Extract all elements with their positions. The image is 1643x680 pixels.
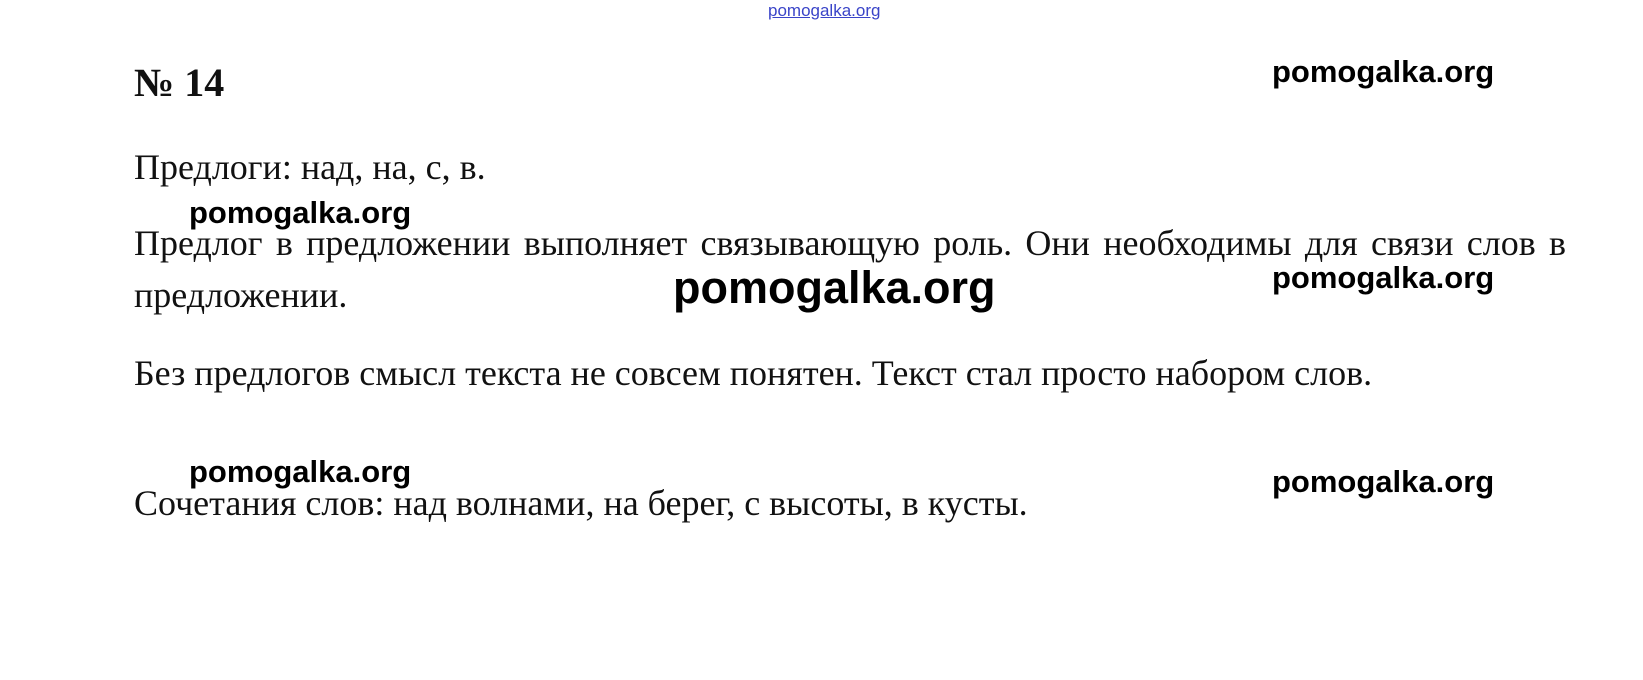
site-link[interactable]: pomogalka.org [768, 1, 881, 20]
watermark: pomogalka.org [189, 195, 412, 230]
paragraph-prepositions-list: Предлоги: над, на, с, в. [134, 147, 486, 187]
exercise-number-title: № 14 [134, 60, 225, 105]
watermark: pomogalka.org [1272, 464, 1495, 499]
paragraph-preposition-role: Предлог в предложении выполняет связывающую роль. Они необходимы для связи слов в предложении. [134, 223, 1566, 315]
watermark: pomogalka.org [1272, 260, 1495, 295]
paragraph-word-combinations: Сочетания слов: над волнами, на берег, с высоты, в кусты. [134, 483, 1028, 523]
paragraph-without-prepositions: Без предлогов смысл текста не совсем понятен. Текст стал просто набором слов. [134, 353, 1373, 393]
watermark: pomogalka.org [189, 454, 412, 489]
watermark: pomogalka.org [673, 262, 996, 313]
watermark: pomogalka.org [1272, 54, 1495, 89]
